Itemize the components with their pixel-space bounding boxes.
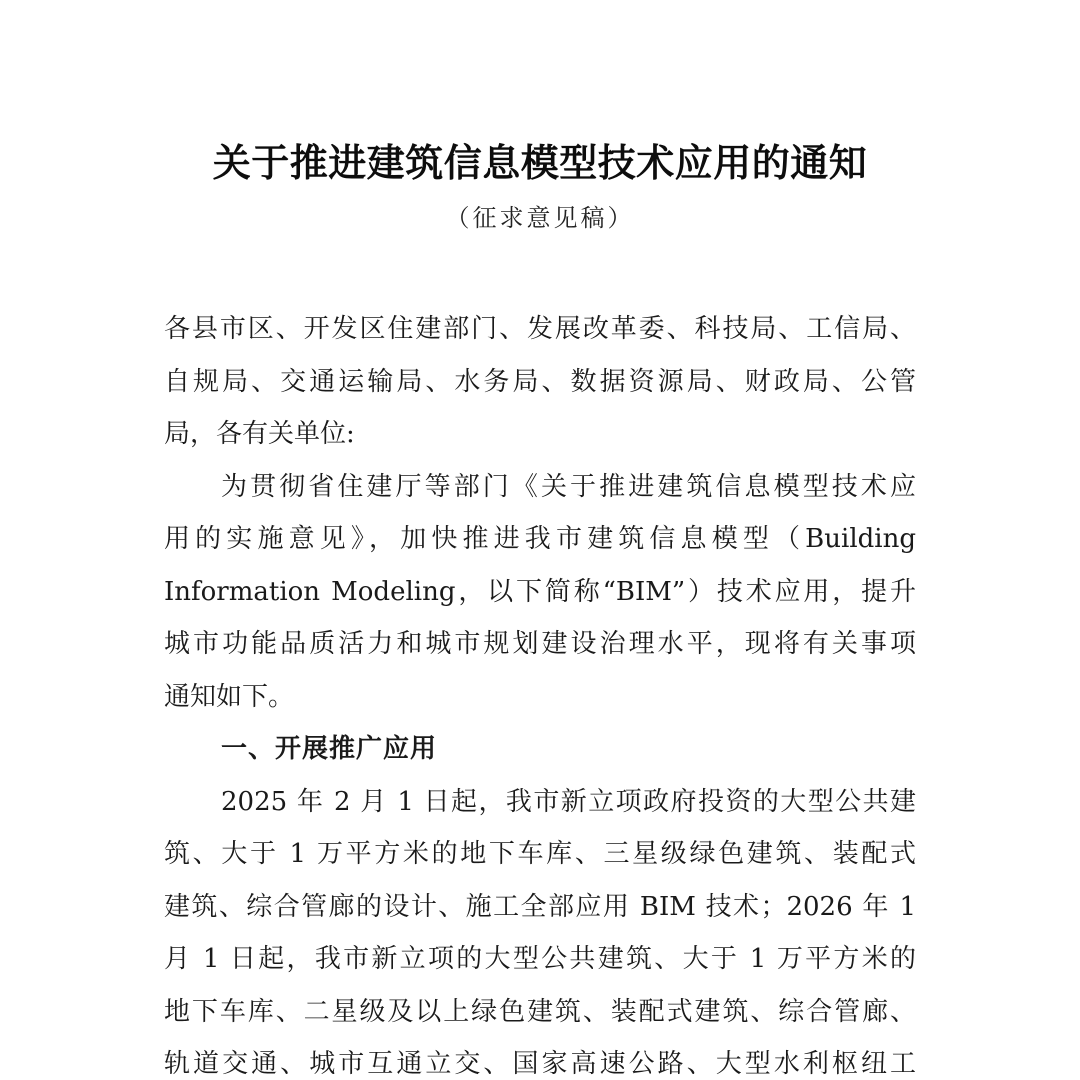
document-body bbox=[164, 303, 916, 1080]
body-text-line: 为贯彻省住建厅等部门《关于推进建筑信息模型技术应 bbox=[221, 471, 916, 502]
body-text-line: 2025 年 2 月 1 日起，我市新立项政府投资的大型公共建 bbox=[221, 786, 916, 817]
body-text-line: 轨道交通、城市互通立交、国家高速公路、大型水利枢纽工 bbox=[164, 1049, 916, 1079]
body-text-line: 筑、大于 1 万平方米的地下车库、三星级绿色建筑、装配式 bbox=[164, 839, 916, 869]
body-text-line: Information Modeling，以下简称“BIM”）技术应用，提升 bbox=[164, 576, 916, 607]
body-text-line: 地下车库、二星级及以上绿色建筑、装配式建筑、综合管廊、 bbox=[164, 996, 916, 1027]
body-text-line: 各县市区、开发区住建部门、发展改革委、科技局、工信局、 bbox=[164, 314, 916, 344]
body-text-line: 月 1 日起，我市新立项的大型公共建筑、大于 1 万平方米的 bbox=[164, 944, 916, 974]
section-heading: 一、开展推广应用 bbox=[221, 734, 438, 764]
document-subtitle: （征求意见稿） bbox=[445, 204, 635, 232]
body-text-line: 建筑、综合管廊的设计、施工全部应用 BIM 技术；2026 年 1 bbox=[164, 891, 916, 922]
body-text-line: 局，各有关单位: bbox=[164, 419, 355, 449]
body-text-line: 自规局、交通运输局、水务局、数据资源局、财政局、公管 bbox=[164, 366, 916, 397]
body-text-line: 城市功能品质活力和城市规划建设治理水平，现将有关事项 bbox=[164, 629, 916, 659]
body-text-line: 通知如下。 bbox=[164, 681, 295, 712]
document-title: 关于推进建筑信息模型技术应用的通知 bbox=[212, 140, 868, 185]
body-text-line: 用的实施意见》，加快推进我市建筑信息模型（Building bbox=[164, 524, 916, 554]
